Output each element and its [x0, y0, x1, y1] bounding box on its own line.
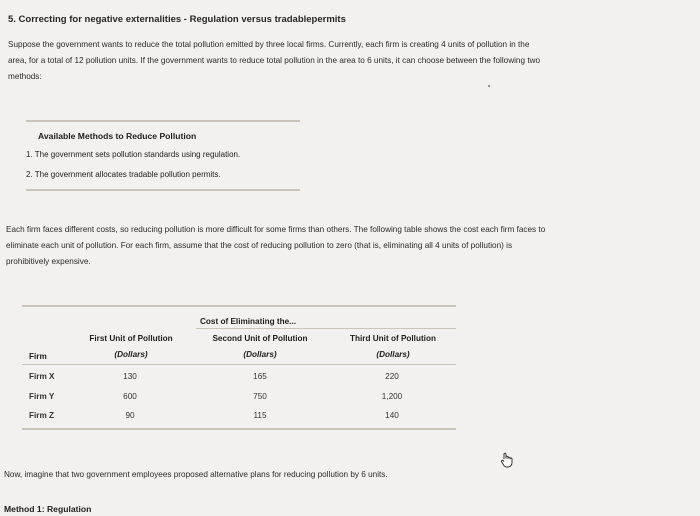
table-cell: 750	[253, 392, 267, 401]
firm-label: Firm Y	[29, 392, 55, 401]
cost-line: prohibitively expensive.	[6, 257, 91, 266]
cost-line: Each firm faces different costs, so reducing pollution is more difficult for some firms than others. The following table shows the cost each firm faces to	[6, 225, 546, 234]
intro-line: area, for a total of 12 pollution units. If the government wants to reduce total pollution in the area to 6 units, it can choose between the following two	[8, 56, 541, 65]
col-header-third: Third Unit of Pollution	[350, 334, 436, 343]
method-1-heading: Method 1: Regulation	[4, 504, 92, 514]
table-bottom-rule	[22, 428, 456, 430]
table-cell: 165	[253, 372, 267, 381]
stray-mark	[488, 85, 490, 87]
box-bottom-rule	[26, 189, 300, 191]
table-cell: 600	[123, 392, 137, 401]
table-cell: 115	[253, 411, 267, 420]
unit-first: (Dollars)	[114, 350, 148, 359]
unit-second: (Dollars)	[243, 350, 277, 359]
intro-paragraph	[8, 37, 688, 85]
firm-label: Firm Z	[29, 411, 55, 420]
methods-box-title: Available Methods to Reduce Pollution	[38, 131, 197, 141]
method-item: 2. The government allocates tradable pollution permits.	[26, 170, 221, 179]
table-cell: 220	[385, 372, 399, 381]
group-header-rule	[196, 328, 456, 329]
plans-paragraph: Now, imagine that two government employees proposed alternative plans for reducing pollution by 6 units.	[4, 470, 388, 479]
cost-paragraph	[6, 222, 696, 270]
intro-line: methods:	[8, 72, 42, 81]
col-header-second: Second Unit of Pollution	[212, 334, 308, 343]
header-rule	[22, 364, 456, 365]
col-header-firm: Firm	[29, 352, 47, 361]
table-cell: 90	[125, 411, 135, 420]
table-top-rule	[22, 305, 456, 307]
question-title: 5. Correcting for negative externalities - Regulation versus tradablepermits	[8, 14, 346, 25]
firm-label: Firm X	[29, 372, 55, 381]
table-group-header: Cost of Eliminating the...	[200, 317, 296, 326]
table-cell: 130	[123, 372, 137, 381]
box-top-rule	[26, 120, 300, 122]
hand-pointer-icon	[500, 452, 514, 468]
table-cell: 140	[385, 411, 399, 420]
method-item: 1. The government sets pollution standards using regulation.	[26, 150, 241, 159]
intro-line: Suppose the government wants to reduce the total pollution emitted by three local firms. Currently, each firm is creating 4 units of pollution in the	[8, 40, 530, 49]
table-cell: 1,200	[381, 392, 403, 401]
cost-line: eliminate each unit of pollution. For each firm, assume that the cost of reducing pollution to zero (that is, eliminating all 4 units of pollution) is	[6, 241, 513, 250]
unit-third: (Dollars)	[376, 350, 410, 359]
col-header-first: First Unit of Pollution	[89, 334, 173, 343]
